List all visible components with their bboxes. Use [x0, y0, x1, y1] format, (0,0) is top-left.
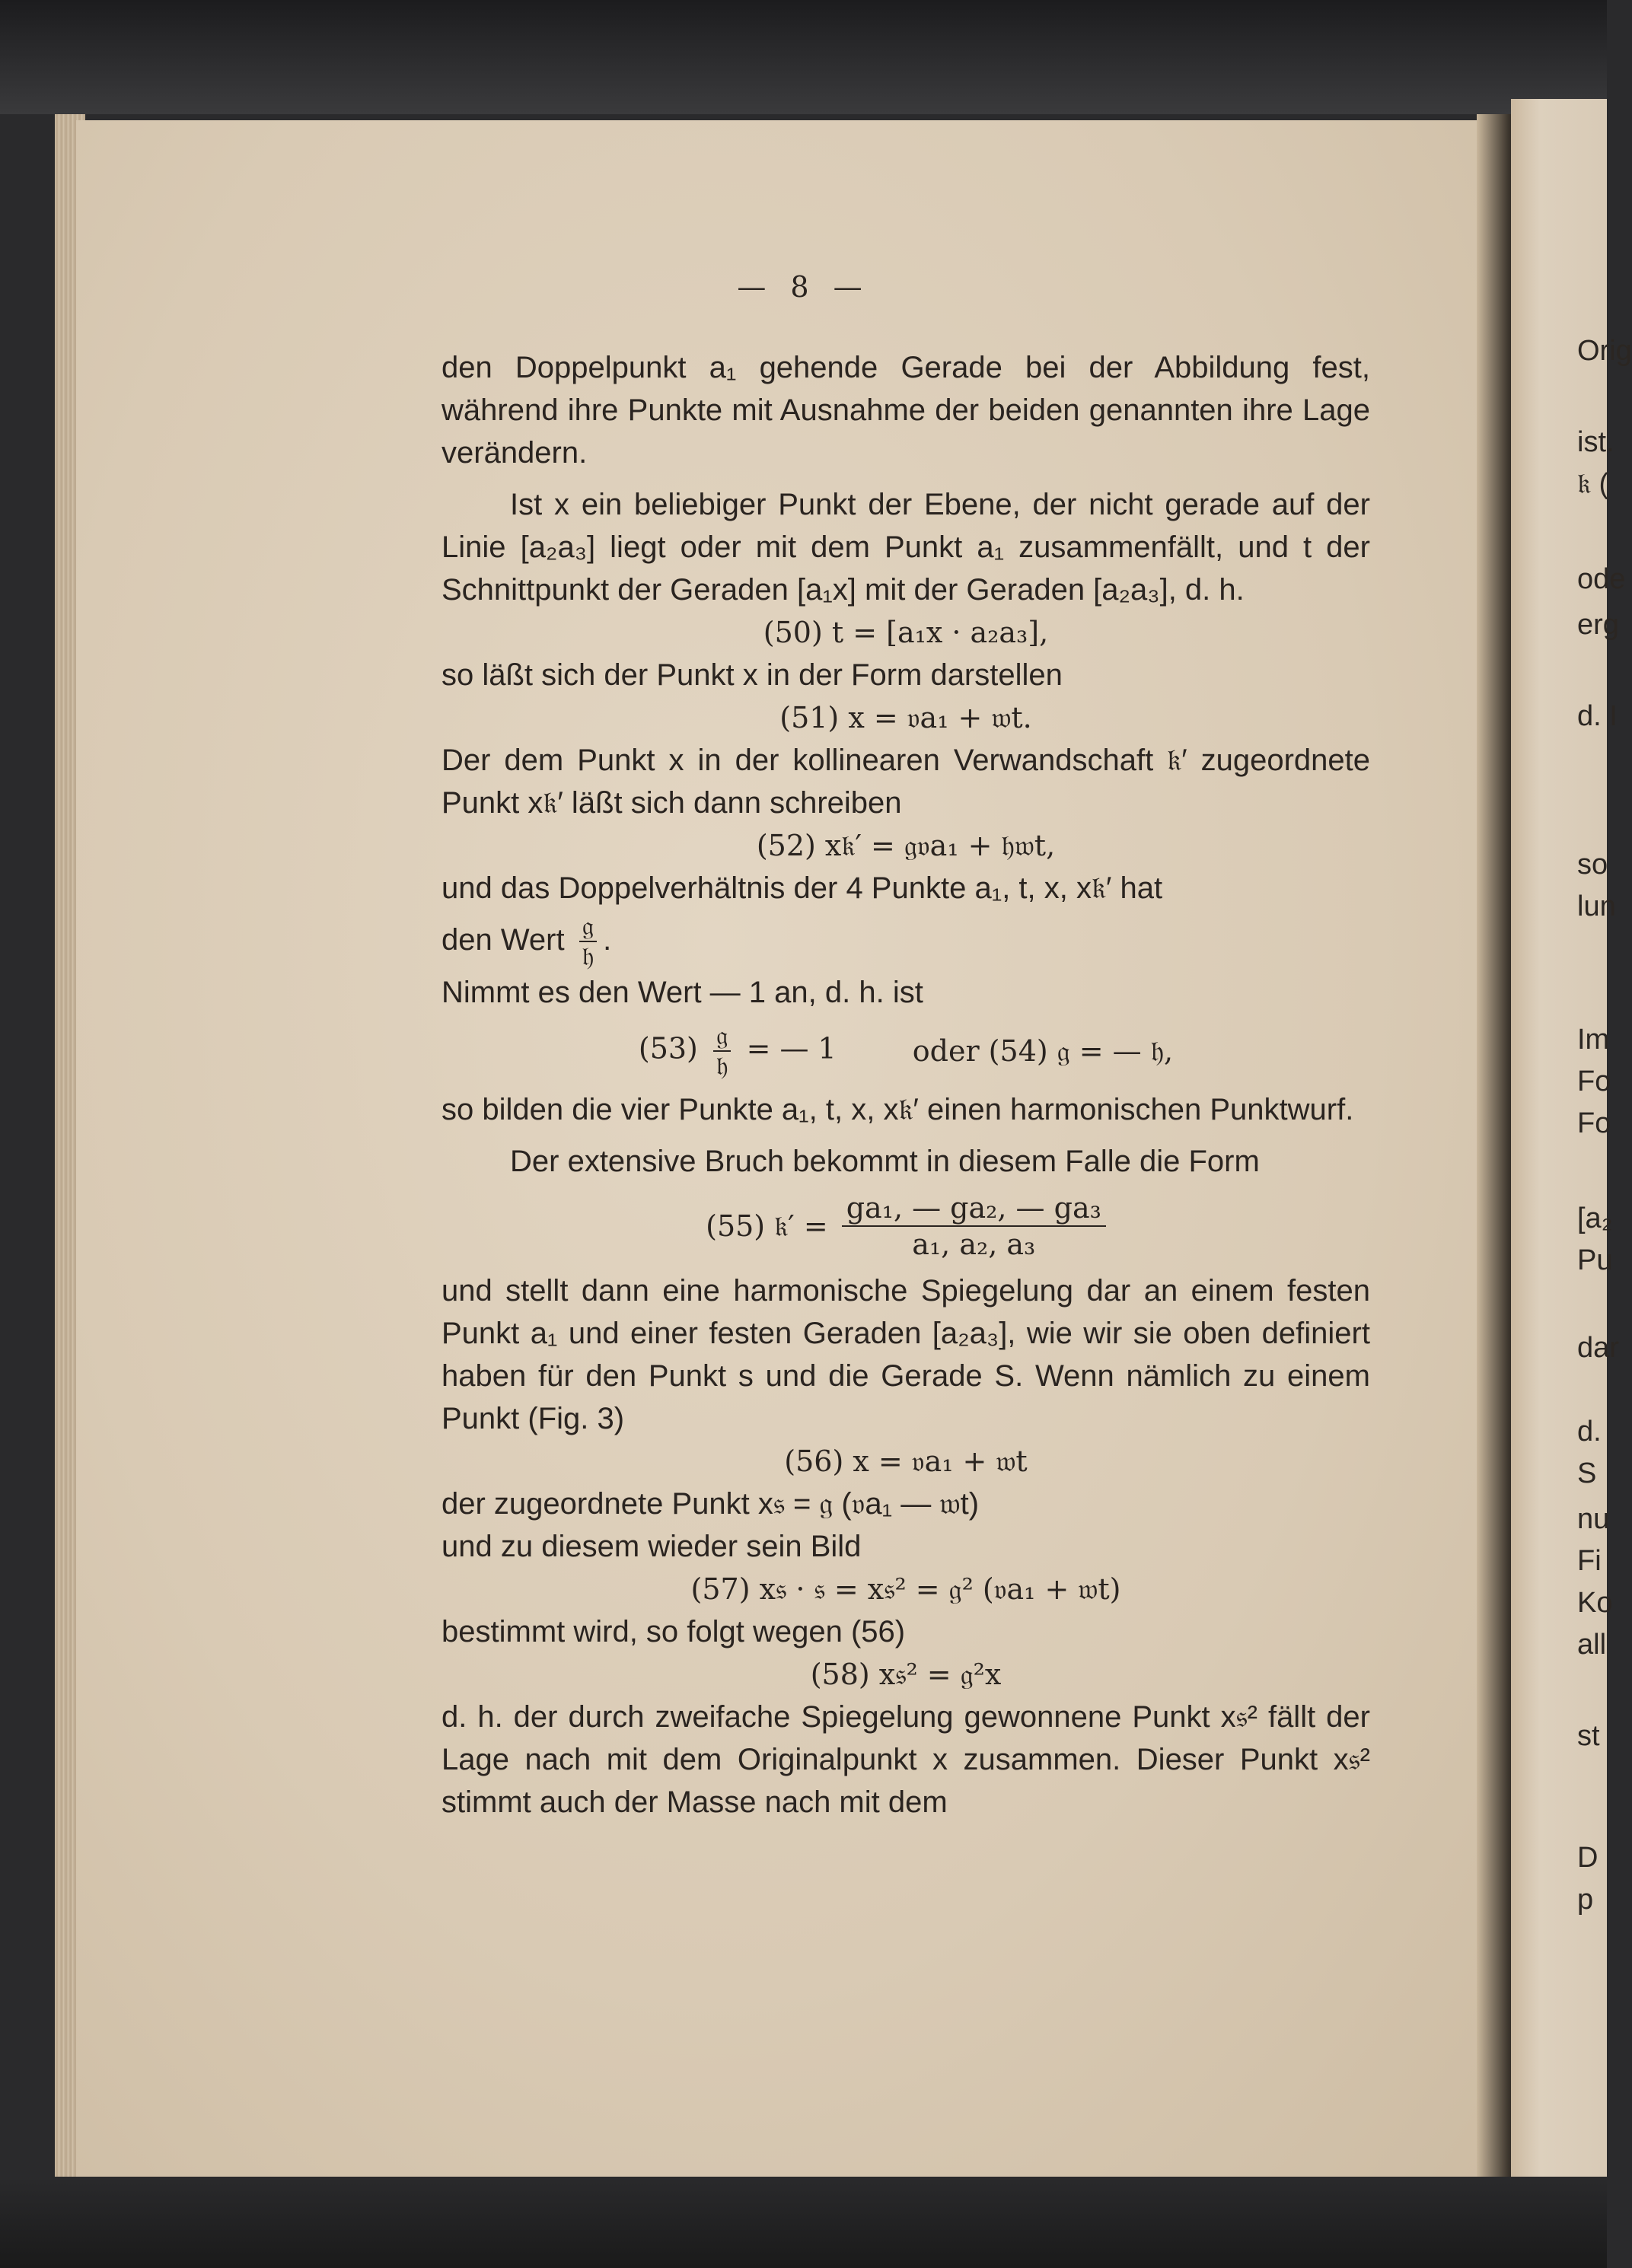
fragment: ist.: [1577, 426, 1614, 458]
fragment: so: [1577, 849, 1608, 881]
value-prefix: den Wert: [441, 923, 565, 957]
fragment: st: [1577, 1720, 1600, 1752]
fraction-denominator: 𝔥: [582, 941, 594, 973]
fragment: Fi: [1577, 1545, 1602, 1577]
fragment: Fo: [1577, 1107, 1611, 1139]
fragment: d. I: [1577, 700, 1618, 732]
equation-53-label: (53): [638, 1031, 698, 1066]
paragraph-7: Nimmt es den Wert — 1 an, d. h. ist: [441, 976, 923, 1010]
paragraph-12: und zu diesem wieder sein Bild: [441, 1530, 862, 1564]
paragraph-2: Ist x ein beliebiger Punkt der Ebene, der nicht gerade auf der Linie [a₂a₃] liegt oder mit dem Punkt a₁ zusammenfällt, und t der Schnittpunkt der Geraden [a₁x] mit der Geraden [a₂a₃], d. h.: [441, 488, 1370, 607]
fragment: lun: [1577, 890, 1616, 922]
fragment: ode: [1577, 563, 1626, 595]
equation-55: [441, 1190, 1370, 1262]
fragment: p: [1577, 1884, 1594, 1916]
equation-56: (56) x = 𝔳a₁ + 𝔴t: [784, 1445, 1028, 1479]
fragment: nu: [1577, 1503, 1610, 1535]
equation-53-denominator: 𝔥: [716, 1051, 728, 1082]
paragraph-1: den Doppelpunkt a₁ gehende Gerade bei der Abbildung fest, während ihre Punkte mit Ausnahme der beiden genannten ihre Lage verändern.: [441, 351, 1370, 470]
paragraph-14: d. h. der durch zweifache Spiegelung gewonnene Punkt x𝔰² fällt der Lage nach mit dem Originalpunkt x zusammen. Dieser Punkt x𝔰² stimmt auch der Masse nach mit dem: [441, 1700, 1370, 1820]
equation-51: (51) x = 𝔳a₁ + 𝔴t.: [779, 701, 1032, 734]
paragraph-9: Der extensive Bruch bekommt in diesem Falle die Form: [510, 1145, 1260, 1179]
fragment: d.: [1577, 1416, 1602, 1448]
equation-57: (57) x𝔰 · 𝔰 = x𝔰² = 𝔤² (𝔳a₁ + 𝔴t): [690, 1572, 1121, 1607]
equation-53: [639, 1021, 837, 1081]
equation-55-denominator: a₁, a₂, a₃: [912, 1228, 1036, 1262]
fragment: S: [1577, 1457, 1597, 1489]
equation-54: oder (54) 𝔤 = — 𝔥,: [912, 1034, 1174, 1069]
paragraph-5: und das Doppelverhältnis der 4 Punkte a₁, t, x, x𝔨′ hat: [441, 871, 1163, 905]
paragraph-10: und stellt dann eine harmonische Spiegelung dar an einem festen Punkt a₁ und einer festen Geraden [a₂a₃], wie wir sie oben definiert haben für den Punkt s und die Gerade S. Wenn nämlich zu einem Punkt (Fig. 3): [441, 1274, 1370, 1436]
fragment: [a₂: [1577, 1202, 1613, 1234]
fragment: Fo: [1577, 1066, 1611, 1097]
equation-58: (58) x𝔰² = 𝔤²x: [810, 1658, 1002, 1692]
fraction-numerator: 𝔤: [579, 912, 597, 942]
fragment: Im: [1577, 1024, 1610, 1056]
paragraph-8: so bilden die vier Punkte a₁, t, x, x𝔨′ einen harmonischen Punktwurf.: [441, 1093, 1354, 1127]
fragment: dar: [1577, 1332, 1619, 1364]
fragment: 𝔨 (: [1577, 468, 1609, 500]
scan-frame-top: [0, 0, 1607, 114]
equation-53-rhs: = — 1: [746, 1031, 837, 1066]
paragraph-4: Der dem Punkt x in der kollinearen Verwandschaft 𝔨′ zugeordnete Punkt x𝔨′ läßt sich dann schreiben: [441, 744, 1370, 820]
equations-53-54: [441, 1021, 1370, 1081]
fragment: erg: [1577, 609, 1619, 641]
value-suffix: .: [603, 923, 612, 957]
paragraph-13: bestimmt wird, so folgt wegen (56): [441, 1615, 906, 1649]
fragment: Orig: [1577, 335, 1632, 367]
value-fraction: [579, 912, 597, 971]
page-number: — 8 —: [737, 270, 870, 304]
paragraph-3: so läßt sich der Punkt x in der Form darstellen: [441, 658, 1063, 692]
fragment: Pu: [1577, 1244, 1613, 1276]
scan-frame-bottom: [0, 2177, 1607, 2268]
equation-55-numerator: ga₁, — ga₂, — ga₃: [842, 1190, 1106, 1227]
page-content: [441, 270, 1370, 1824]
equation-50: (50) t = [a₁x · a₂a₃],: [763, 616, 1049, 649]
equation-53-fraction: [713, 1021, 731, 1081]
equation-55-label: (55) 𝔨′ =: [706, 1209, 828, 1243]
fragment: all: [1577, 1629, 1607, 1661]
paragraph-6: [441, 909, 1370, 971]
equation-53-numerator: 𝔤: [713, 1021, 731, 1052]
fragment: D: [1577, 1842, 1599, 1874]
paragraph-11: der zugeordnete Punkt x𝔰 = 𝔤 (𝔳a₁ — 𝔴t): [441, 1487, 980, 1521]
fragment: Ko: [1577, 1587, 1613, 1619]
equation-52: (52) x𝔨′ = 𝔤𝔳a₁ + 𝔥𝔴t,: [756, 829, 1056, 862]
equation-55-fraction: [842, 1190, 1106, 1262]
